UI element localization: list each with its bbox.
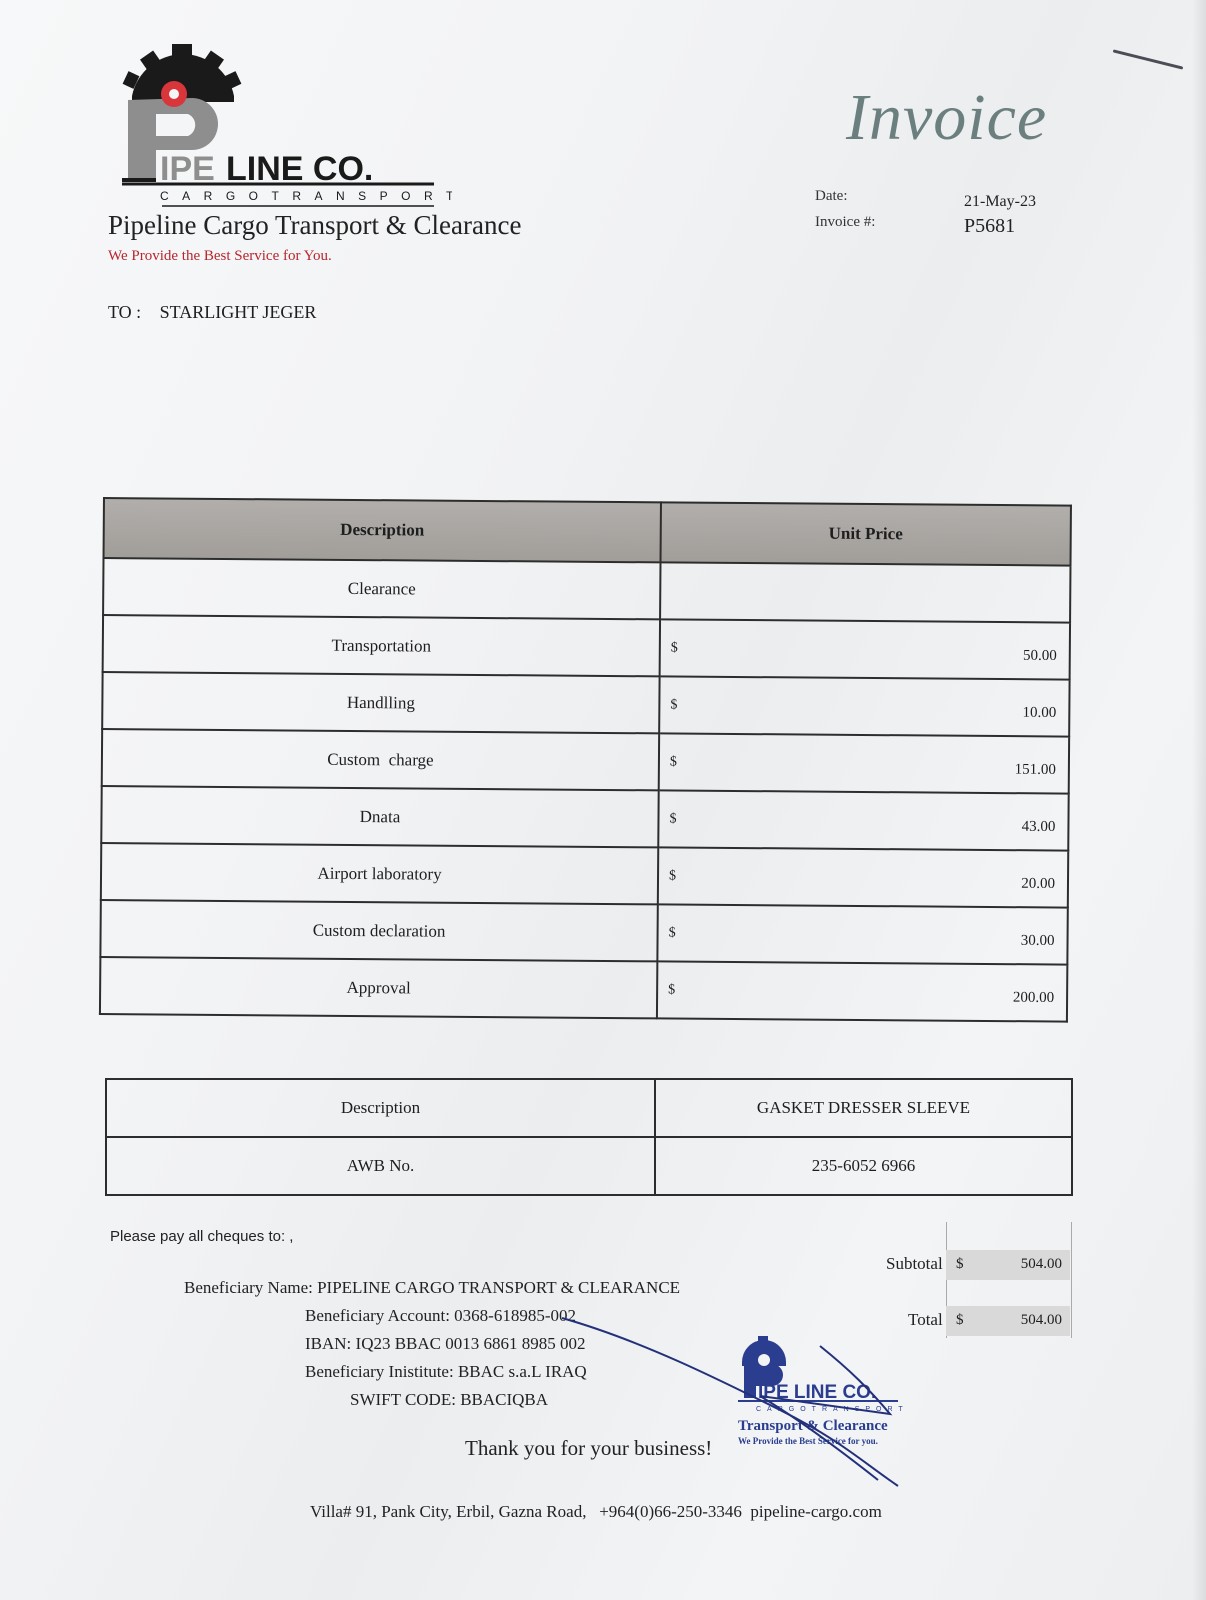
shipment-description-label: Description bbox=[106, 1079, 655, 1137]
item-currency: $ bbox=[668, 867, 677, 884]
swift-code: SWIFT CODE: BBACIQBA bbox=[350, 1390, 549, 1409]
item-amount: 30.00 bbox=[1020, 932, 1055, 949]
item-amount: 50.00 bbox=[1022, 647, 1057, 664]
item-price-cell bbox=[657, 904, 1067, 964]
beneficiary-account: Beneficiary Account: 0368-618985-002 bbox=[305, 1306, 576, 1325]
table-header-row bbox=[104, 498, 1071, 566]
item-price-cell bbox=[657, 961, 1067, 1021]
item-amount: 200.00 bbox=[1012, 989, 1055, 1006]
recipient-label: TO : bbox=[108, 302, 142, 322]
table-row bbox=[106, 1137, 1072, 1195]
table-row bbox=[102, 672, 1069, 737]
item-amount: 43.00 bbox=[1021, 818, 1056, 835]
item-currency: $ bbox=[668, 924, 676, 941]
pen-mark bbox=[1113, 49, 1184, 69]
item-description: Transportation bbox=[103, 615, 660, 676]
item-description: Custom charge bbox=[102, 729, 659, 790]
gear-logo-icon bbox=[122, 44, 452, 209]
item-description: Approval bbox=[100, 957, 657, 1018]
svg-text:LINE CO.: LINE CO. bbox=[226, 150, 374, 188]
item-description: Handlling bbox=[102, 672, 659, 733]
subtotal-label: Subtotal bbox=[886, 1254, 943, 1273]
item-description: Dnata bbox=[101, 786, 658, 847]
subtotal-currency: $ bbox=[956, 1256, 964, 1272]
item-description: Airport laboratory bbox=[101, 843, 658, 904]
svg-text:We Provide the Best Service fo: We Provide the Best Service for you. bbox=[738, 1436, 878, 1446]
invoice-number-value: P5681 bbox=[964, 215, 1016, 237]
company-tagline: We Provide the Best Service for You. bbox=[108, 248, 332, 264]
total-value: 504.00 bbox=[1020, 1312, 1062, 1328]
unit-price-header: Unit Price bbox=[661, 502, 1071, 565]
item-currency: $ bbox=[669, 753, 677, 770]
svg-text:CARGOTRANSPORT: CARGOTRANSPORT bbox=[160, 189, 452, 203]
line-items-table bbox=[99, 497, 1072, 1023]
table-row bbox=[103, 558, 1070, 623]
item-price-cell bbox=[659, 733, 1069, 793]
paper-edge-shadow bbox=[1192, 0, 1206, 1600]
item-amount: 20.00 bbox=[1021, 875, 1056, 892]
svg-text:Transport & Clearance: Transport & Clearance bbox=[738, 1418, 888, 1434]
recipient-name: STARLIGHT JEGER bbox=[159, 302, 317, 322]
total-box bbox=[946, 1306, 1070, 1336]
shipment-description-value: GASKET DRESSER SLEEVE bbox=[655, 1079, 1072, 1137]
table-row bbox=[101, 786, 1068, 851]
table-row bbox=[102, 729, 1069, 794]
table-row bbox=[106, 1079, 1072, 1137]
invoice-title: Invoice bbox=[846, 81, 1048, 154]
beneficiary-name: Beneficiary Name: PIPELINE CARGO TRANSPORT & CLEARANCE bbox=[184, 1278, 681, 1297]
iban: IBAN: IQ23 BBAC 0013 6861 8985 002 bbox=[305, 1334, 586, 1353]
subtotal-value: 504.00 bbox=[1020, 1256, 1062, 1272]
item-price-cell bbox=[660, 619, 1070, 679]
table-row bbox=[100, 900, 1067, 965]
awb-label: AWB No. bbox=[106, 1137, 655, 1195]
table-row bbox=[101, 843, 1068, 908]
date-label: Date: bbox=[815, 188, 848, 204]
date-value: 21-May-23 bbox=[964, 193, 1036, 210]
shipment-table bbox=[105, 1078, 1073, 1196]
item-currency: $ bbox=[670, 639, 678, 656]
item-price-cell bbox=[658, 847, 1068, 907]
table-row bbox=[100, 957, 1067, 1022]
recipient bbox=[108, 302, 316, 323]
payment-instruction: Please pay all cheques to: , bbox=[110, 1228, 294, 1245]
company-name: Pipeline Cargo Transport & Clearance bbox=[108, 210, 522, 240]
thank-you-note: Thank you for your business! bbox=[465, 1436, 713, 1460]
item-amount: 151.00 bbox=[1014, 761, 1056, 778]
table-row bbox=[103, 615, 1070, 680]
svg-text:CARGOTRANSPORT: CARGOTRANSPORT bbox=[756, 1406, 909, 1413]
company-logo bbox=[122, 44, 452, 214]
item-price-cell bbox=[660, 562, 1070, 622]
total-label: Total bbox=[908, 1310, 943, 1329]
item-amount: 10.00 bbox=[1022, 704, 1057, 721]
item-price-cell bbox=[658, 790, 1068, 850]
description-header: Description bbox=[104, 498, 661, 562]
svg-text:IPE: IPE bbox=[160, 150, 215, 188]
invoice-number-label: Invoice #: bbox=[815, 214, 876, 230]
signature bbox=[560, 1310, 900, 1490]
item-price-cell bbox=[659, 676, 1069, 736]
subtotal-box bbox=[946, 1250, 1070, 1280]
beneficiary-institute: Beneficiary Inistitute: BBAC s.a.L IRAQ bbox=[305, 1362, 587, 1381]
svg-text:IPE LINE CO.: IPE LINE CO. bbox=[758, 1382, 877, 1403]
item-description: Custom declaration bbox=[100, 900, 657, 961]
footer-contact: Villa# 91, Pank City, Erbil, Gazna Road, +964(0)66-250-3346 pipeline-cargo.com bbox=[310, 1502, 882, 1521]
item-currency: $ bbox=[669, 810, 677, 827]
awb-number: 235-6052 6966 bbox=[655, 1137, 1072, 1195]
item-currency: $ bbox=[668, 981, 676, 998]
total-currency: $ bbox=[956, 1312, 964, 1328]
item-currency: $ bbox=[670, 696, 678, 713]
item-description: Clearance bbox=[103, 558, 660, 619]
